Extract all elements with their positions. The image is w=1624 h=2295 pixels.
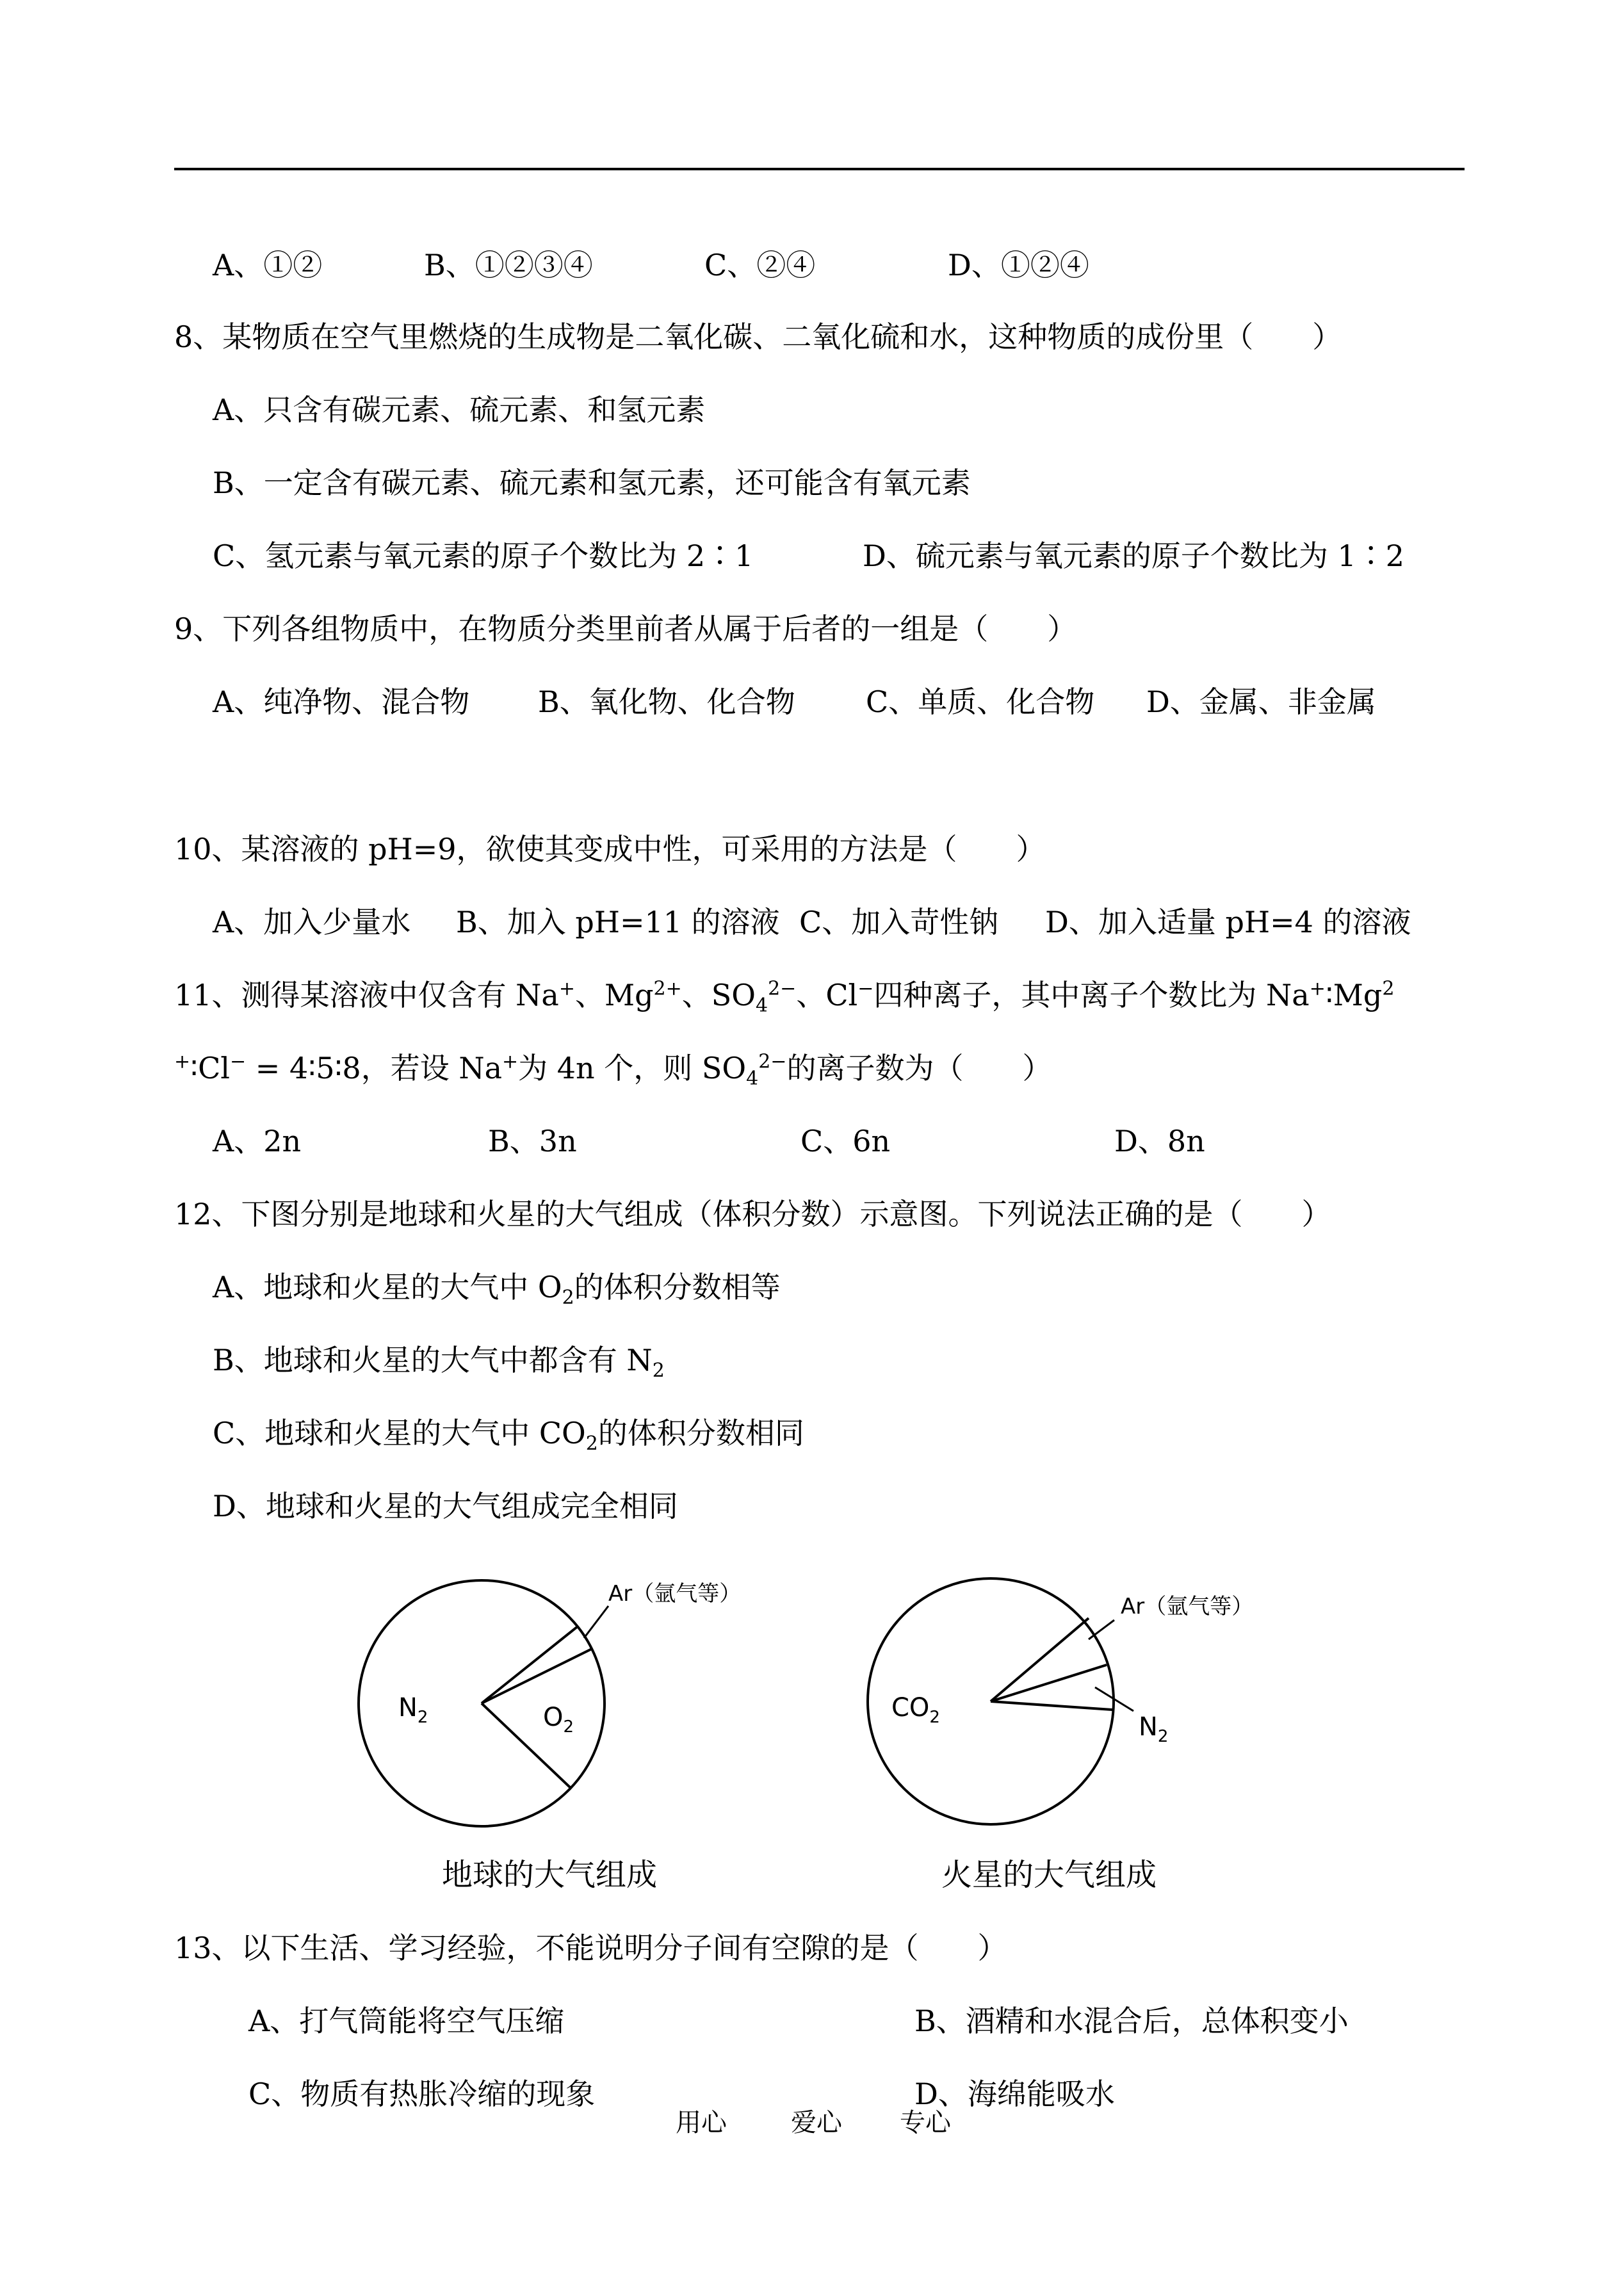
mars-co2-label: $CO_2$: [891, 1693, 940, 1727]
q9-option-a: A、纯净物、混合物: [213, 685, 470, 719]
mars-n2-boundary-upper: [991, 1665, 1107, 1701]
earth-ar-label: Ar（氩气等）: [608, 1581, 742, 1607]
earth-pie-chart: [359, 1580, 741, 1826]
q13-stem: 13、以下生活、学习经验，不能说明分子间有空隙的是（ ）: [174, 1931, 1007, 1965]
q13-option-a: A、打气筒能将空气压缩: [248, 2004, 565, 2038]
q12-option-a: A、地球和火星的大气中 $O_2$的体积分数相等: [213, 1270, 781, 1310]
q7-option-b: B、①②③④: [424, 248, 593, 282]
q10-option-b: B、加入 pH=11 的溶液: [456, 905, 780, 939]
q13-option-d: D、海绵能吸水: [914, 2077, 1115, 2111]
q10-option-a: A、加入少量水: [213, 905, 411, 939]
q10-option-d: D、加入适量 pH=4 的溶液: [1045, 905, 1411, 939]
q11-option-b: B、3n: [488, 1124, 577, 1158]
footer-text-1: 用心: [676, 2108, 727, 2137]
earth-ar-boundary-lower: [482, 1649, 592, 1703]
q9-option-d: D、金属、非金属: [1146, 685, 1376, 719]
q9-stem: 9、下列各组物质中，在物质分类里前者从属于后者的一组是（ ）: [174, 612, 1077, 646]
q12-option-c: C、地球和火星的大气中 $CO_2$的体积分数相同: [213, 1416, 804, 1456]
q11-option-d: D、8n: [1114, 1124, 1205, 1158]
earth-ar-leader: [584, 1606, 608, 1638]
footer-text-2: 爱心: [791, 2108, 842, 2137]
q9-option-c: C、单质、化合物: [866, 685, 1095, 719]
q12-stem: 12、下图分别是地球和火星的大气组成（体积分数）示意图。下列说法正确的是（ ）: [174, 1197, 1331, 1231]
q8-option-c: C、氢元素与氧元素的原子个数比为 2∶1: [213, 539, 754, 573]
q7-option-d: D、①②④: [948, 248, 1089, 282]
mars-pie-chart: [868, 1578, 1253, 1824]
mars-n2-label: $N_2$: [1139, 1712, 1169, 1746]
q10-option-c: C、加入苛性钠: [799, 905, 999, 939]
q10-stem: 10、某溶液的 pH=9，欲使其变成中性，可采用的方法是（ ）: [174, 832, 1046, 866]
earth-caption: 地球的大气组成: [442, 1857, 658, 1893]
mars-n2-boundary-lower: [991, 1701, 1112, 1710]
q8-stem: 8、某物质在空气里燃烧的生成物是二氧化碳、二氧化硫和水，这种物质的成份里（ ）: [174, 320, 1342, 354]
q9-option-b: B、氧化物、化合物: [538, 685, 795, 719]
q11-stem-line2: +∶Cl− = 4∶5∶8，若设 Na+为 4n 个，则 $SO_4^{2-}$的离子数为（ ）: [174, 1050, 1052, 1091]
footer-text-3: 专心: [900, 2108, 951, 2137]
mars-ar-label: Ar（氩气等）: [1121, 1594, 1254, 1619]
q8-option-d: D、硫元素与氧元素的原子个数比为 1∶2: [863, 539, 1405, 573]
q7-option-c: C、②④: [704, 248, 816, 282]
q8-option-b: B、一定含有碳元素、硫元素和氢元素，还可能含有氧元素: [213, 466, 971, 500]
mars-caption: 火星的大气组成: [941, 1857, 1157, 1893]
q8-option-a: A、只含有碳元素、硫元素、和氢元素: [213, 393, 706, 427]
q11-option-c: C、6n: [800, 1124, 891, 1158]
earth-ar-boundary-upper: [482, 1626, 578, 1703]
q7-option-a: A、①②: [213, 248, 323, 282]
q12-option-d: D、地球和火星的大气组成完全相同: [213, 1489, 678, 1523]
q13-option-c: C、物质有热胀冷缩的现象: [248, 2077, 596, 2111]
q12-option-b: B、地球和火星的大气中都含有 $N_2$: [213, 1343, 665, 1383]
mars-ar-boundary: [991, 1618, 1089, 1701]
earth-o2-label: $O_2$: [543, 1703, 574, 1737]
q13-option-b: B、酒精和水混合后，总体积变小: [914, 2004, 1349, 2038]
q11-stem-line1: 11、测得某溶液中仅含有 Na+、$Mg^{2+}$、$SO_4^{2-}$、Cl−四种离子，其中离子个数比为 Na+∶Mg$^2$: [174, 977, 1395, 1018]
mars-ar-leader: [1089, 1620, 1114, 1639]
earth-n2-label: $N_2$: [398, 1693, 428, 1727]
q11-option-a: A、2n: [213, 1124, 302, 1158]
